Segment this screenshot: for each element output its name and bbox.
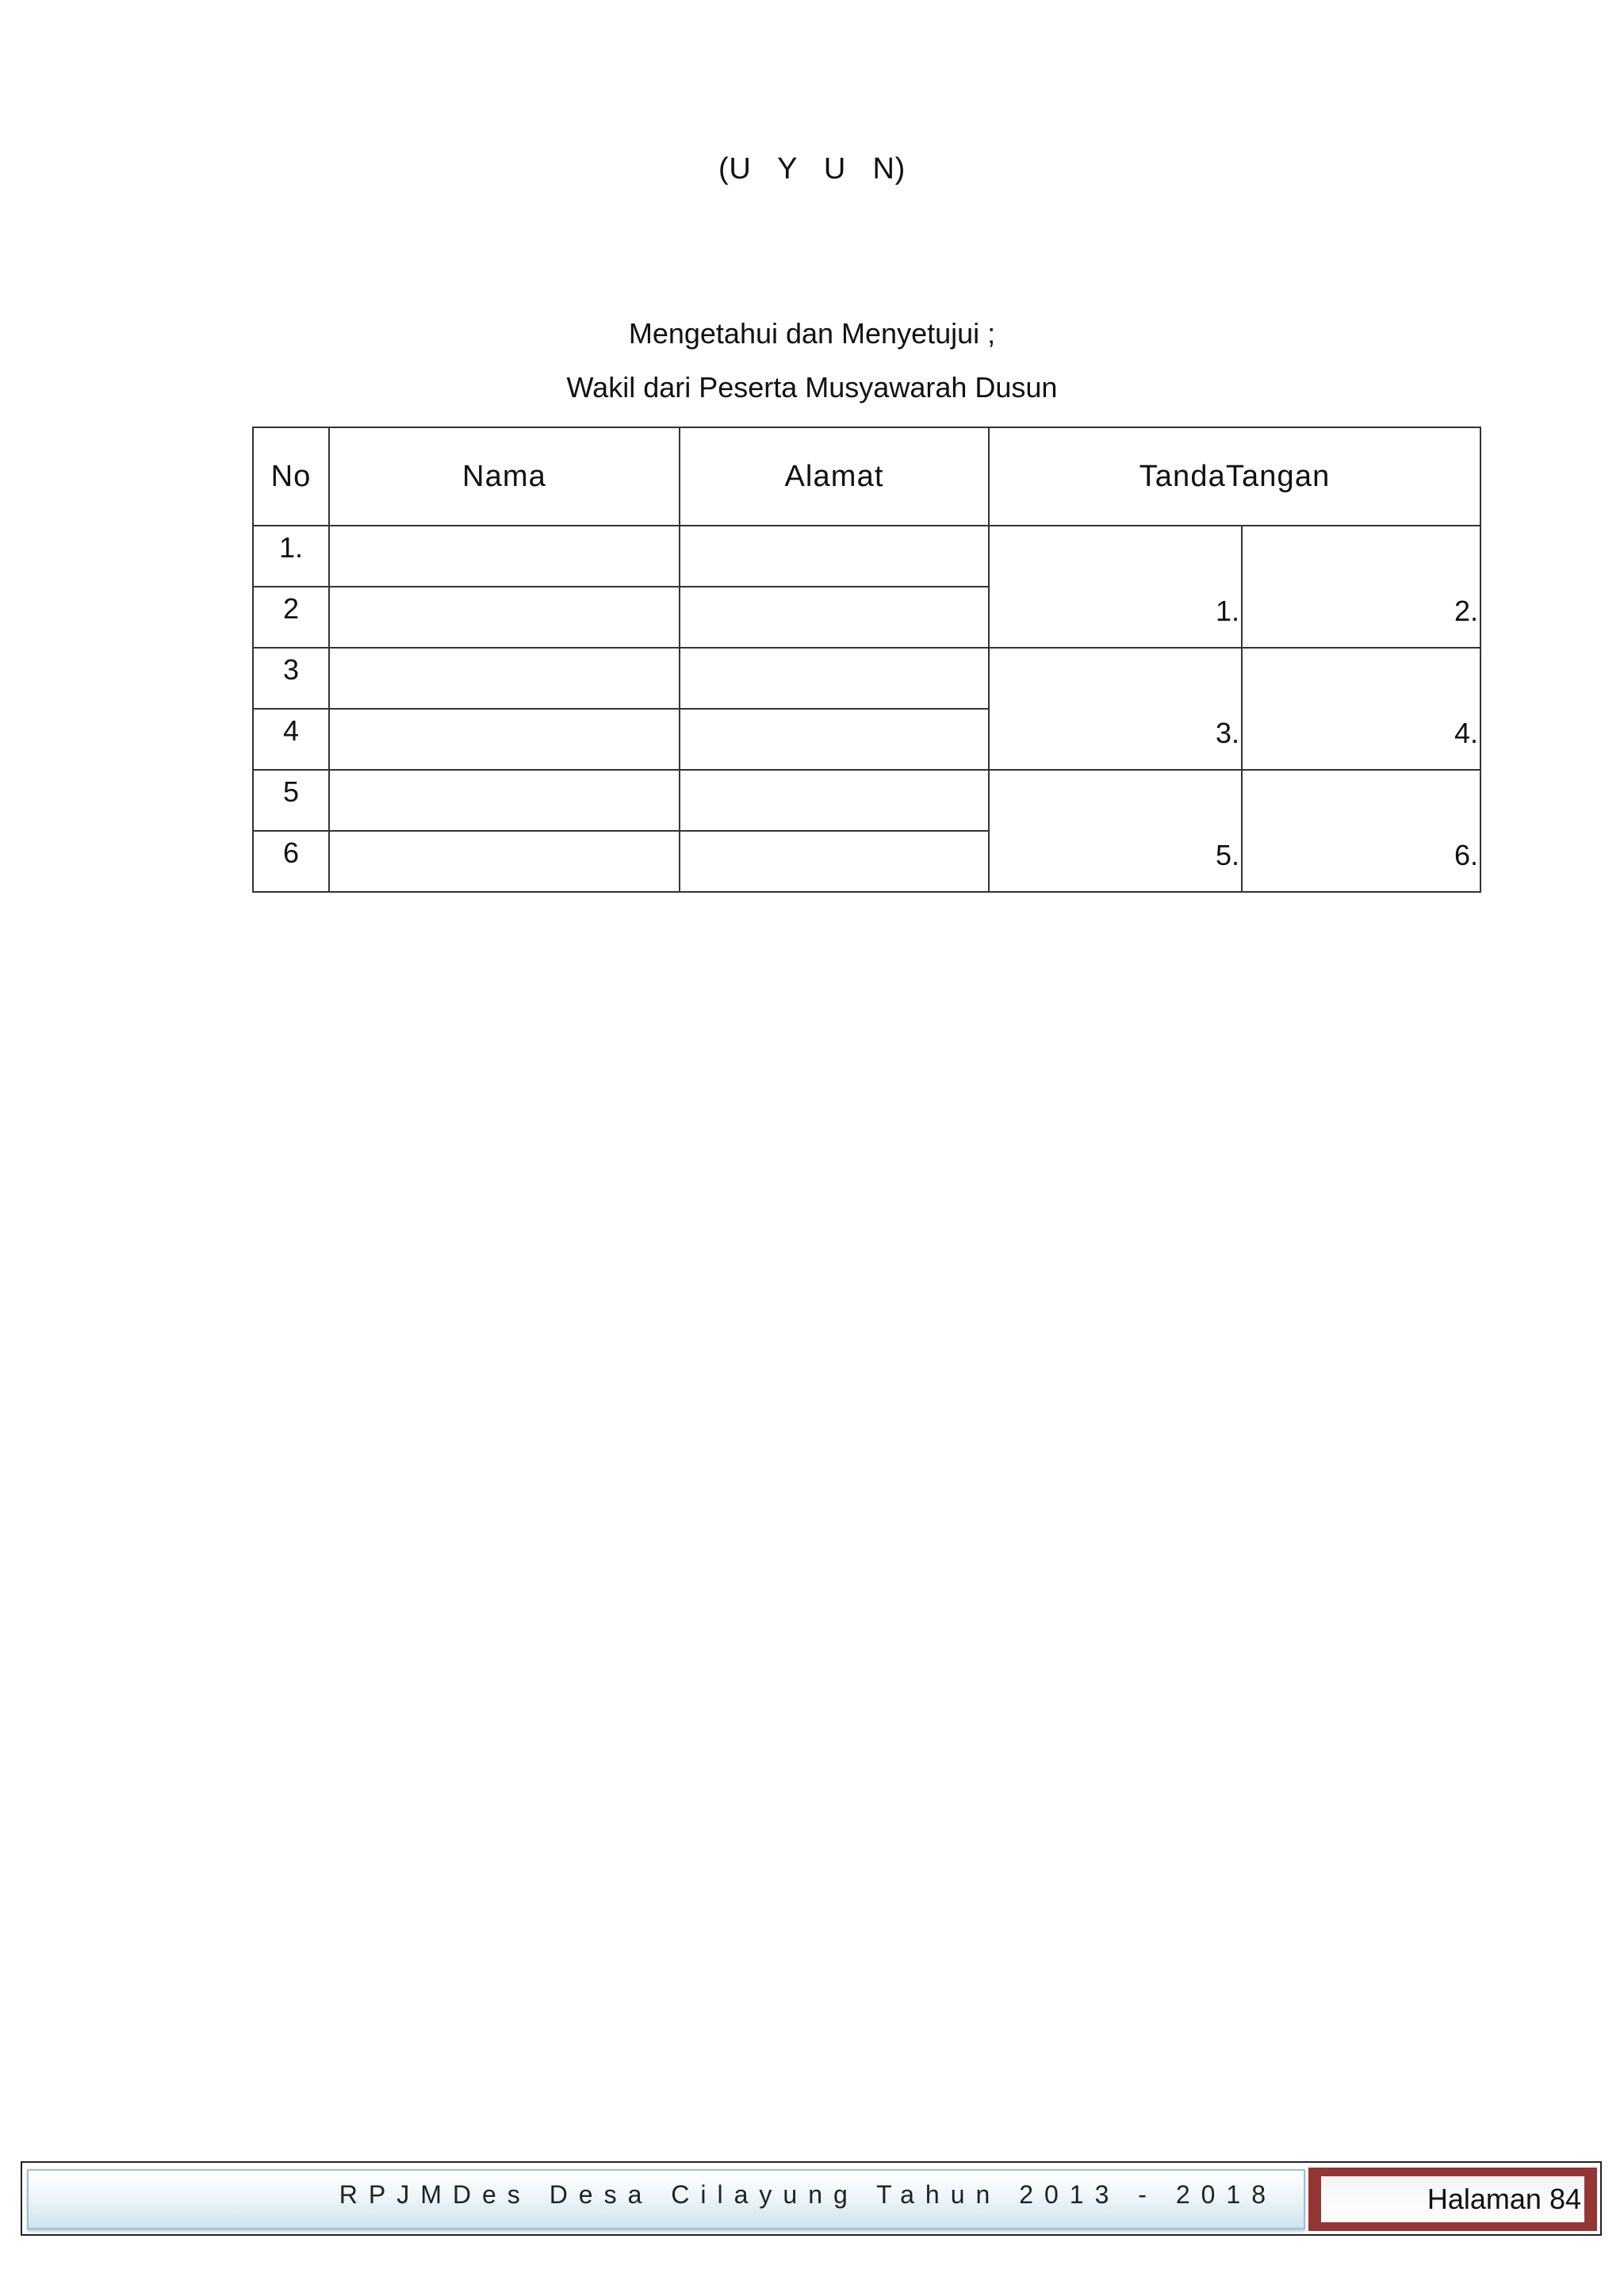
signature-slot: 1. (989, 526, 1242, 648)
header-no: No (253, 427, 329, 526)
name-cell (329, 770, 680, 831)
address-cell (680, 709, 989, 770)
signature-slot: 2. (1242, 526, 1480, 648)
address-cell (680, 526, 989, 587)
signature-table (252, 427, 1481, 893)
signature-slot: 5. (989, 770, 1242, 892)
approval-subheading: Wakil dari Peserta Musyawarah Dusun (566, 371, 1058, 404)
signature-slot: 3. (989, 648, 1242, 770)
header-name: Nama (329, 427, 680, 526)
footer-title: RPJMDes Desa Cilayung Tahun 2013 - 2018 (339, 2180, 1277, 2209)
header-signature: TandaTangan (989, 427, 1480, 526)
name-cell (329, 526, 680, 587)
name-cell (329, 831, 680, 892)
signature-slot: 6. (1242, 770, 1480, 892)
name-cell (329, 587, 680, 648)
table-row (253, 770, 1480, 831)
signature-slot: 4. (1242, 648, 1480, 770)
header-address: Alamat (680, 427, 989, 526)
address-cell (680, 587, 989, 648)
row-number: 2 (253, 587, 329, 648)
table-row (253, 648, 1480, 709)
row-number: 4 (253, 709, 329, 770)
footer-band (27, 2169, 1305, 2229)
address-cell (680, 648, 989, 709)
address-cell (680, 770, 989, 831)
row-number: 5 (253, 770, 329, 831)
row-number: 3 (253, 648, 329, 709)
signer-name: (U Y U N) (718, 152, 906, 186)
page-number-box (1308, 2168, 1597, 2231)
page-number: Halaman 84 (1321, 2176, 1584, 2222)
table-row (253, 526, 1480, 587)
table-header-row (253, 427, 1480, 526)
name-cell (329, 709, 680, 770)
row-number: 1. (253, 526, 329, 587)
name-cell (329, 648, 680, 709)
approval-heading: Mengetahui dan Menyetujui ; (628, 317, 996, 350)
address-cell (680, 831, 989, 892)
row-number: 6 (253, 831, 329, 892)
